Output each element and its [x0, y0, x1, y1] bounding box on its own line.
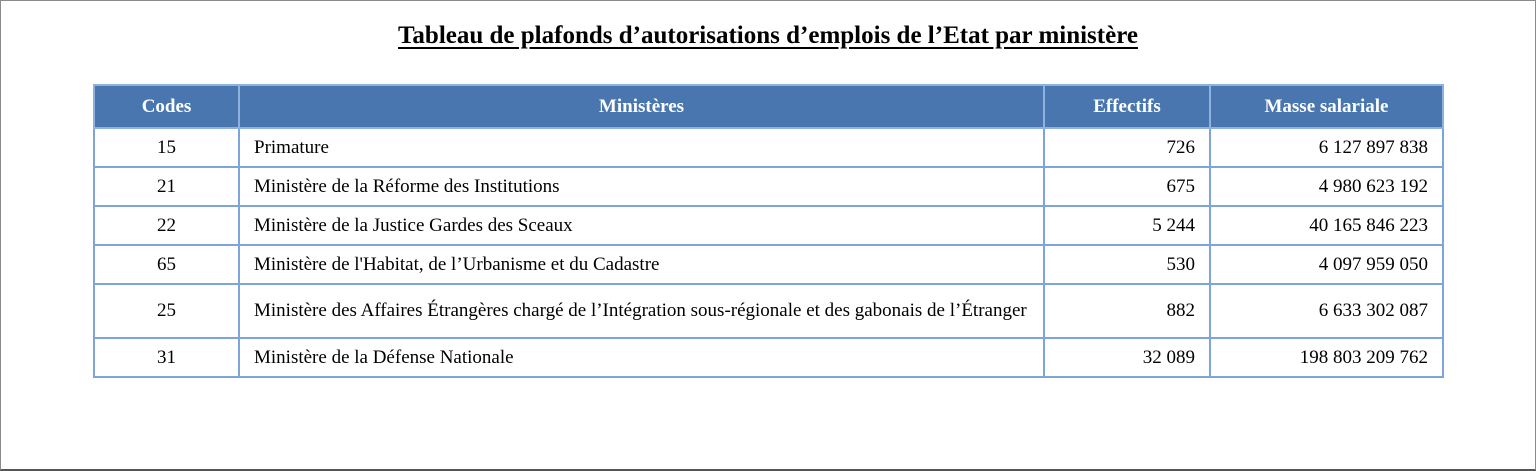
cell-masse-salariale: 40 165 846 223	[1210, 206, 1443, 245]
table-header-row	[94, 85, 1443, 128]
cell-code: 25	[94, 284, 239, 338]
cell-effectifs: 32 089	[1044, 338, 1210, 377]
table-row	[94, 245, 1443, 284]
cell-code: 65	[94, 245, 239, 284]
cell-masse-salariale: 198 803 209 762	[1210, 338, 1443, 377]
cell-effectifs: 675	[1044, 167, 1210, 206]
table-row	[94, 128, 1443, 167]
cell-ministere: Ministère de la Défense Nationale	[239, 338, 1044, 377]
cell-effectifs: 882	[1044, 284, 1210, 338]
cell-ministere: Ministère de l'Habitat, de l’Urbanisme et du Cadastre	[239, 245, 1044, 284]
table-row	[94, 284, 1443, 338]
cell-code: 15	[94, 128, 239, 167]
cell-masse-salariale: 4 097 959 050	[1210, 245, 1443, 284]
cell-effectifs: 726	[1044, 128, 1210, 167]
cell-ministere: Ministère de la Réforme des Institutions	[239, 167, 1044, 206]
header-effectifs: Effectifs	[1044, 85, 1210, 128]
table-row	[94, 167, 1443, 206]
cell-ministere: Primature	[239, 128, 1044, 167]
cell-masse-salariale: 6 127 897 838	[1210, 128, 1443, 167]
page-title: Tableau de plafonds d’autorisations d’emplois de l’Etat par ministère	[398, 22, 1138, 49]
table-row	[94, 206, 1443, 245]
cell-effectifs: 530	[1044, 245, 1210, 284]
cell-masse-salariale: 4 980 623 192	[1210, 167, 1443, 206]
header-masse-salariale: Masse salariale	[1210, 85, 1443, 128]
cell-ministere: Ministère des Affaires Étrangères chargé de l’Intégration sous-régionale et des gabonais de l’Étranger	[239, 284, 1044, 338]
table-row	[94, 338, 1443, 377]
header-codes: Codes	[94, 85, 239, 128]
cell-effectifs: 5 244	[1044, 206, 1210, 245]
cell-masse-salariale: 6 633 302 087	[1210, 284, 1443, 338]
cell-code: 22	[94, 206, 239, 245]
cell-ministere: Ministère de la Justice Gardes des Sceaux	[239, 206, 1044, 245]
cell-code: 31	[94, 338, 239, 377]
cell-code: 21	[94, 167, 239, 206]
ministry-table	[93, 84, 1444, 378]
header-ministeres: Ministères	[239, 85, 1044, 128]
